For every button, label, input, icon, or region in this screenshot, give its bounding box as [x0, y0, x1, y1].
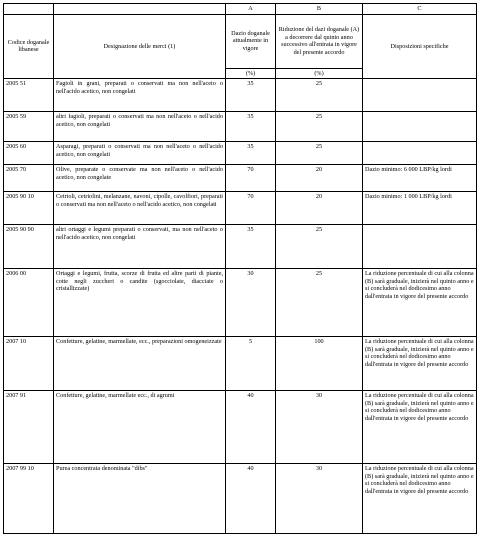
cell-duty-a: 40	[226, 391, 276, 464]
cell-description: Asparagi, preparati o conservati ma non nell'aceto o nell'acido acetico, non congelati	[54, 142, 226, 165]
tariff-table-container	[3, 3, 477, 534]
cell-reduction-b: 25	[276, 142, 363, 165]
table-row	[4, 464, 477, 534]
cell-reduction-b: 100	[276, 337, 363, 391]
cell-reduction-b: 25	[276, 112, 363, 142]
cell-duty-a: 5	[226, 337, 276, 391]
cell-reduction-b: 20	[276, 165, 363, 192]
cell-code: 2007 91	[4, 391, 54, 464]
header-c: Disposizioni specifiche	[363, 14, 477, 79]
table-row	[4, 225, 477, 269]
unit-a: (%)	[226, 68, 276, 79]
cell-duty-a: 35	[226, 79, 276, 112]
cell-code: 2005 70	[4, 165, 54, 192]
cell-reduction-b: 25	[276, 225, 363, 269]
cell-description: altri ortaggi e legumi preparati o conservati, ma non nell'aceto o nell'acido acetico, non congelati	[54, 225, 226, 269]
table-body	[4, 79, 477, 534]
header-description: Designazione delle merci (1)	[54, 14, 226, 79]
table-row	[4, 165, 477, 192]
cell-description: Ortaggi e legumi, frutta, scorze di frutta ed altre parti di piante, cotte negli zuccheri o candite (sgocciolate, diacciate o cristallizzate)	[54, 269, 226, 337]
table-row	[4, 391, 477, 464]
cell-provisions-c: La riduzione percentuale di cui alla colonna (B) sarà graduale, inizierà nel quinto anno e si concluderà nel dodicesimo anno dall'entrata in vigore del presente accordo	[363, 269, 477, 337]
cell-provisions-c: La riduzione percentuale di cui alla colonna (B) sarà graduale, inizierà nel quinto anno e si concluderà nel dodicesimo anno dall'entrata in vigore del presente accordo	[363, 337, 477, 391]
cell-code: 2007 99 10	[4, 464, 54, 534]
header-code: Codice doganale libanese	[4, 14, 54, 79]
cell-reduction-b: 25	[276, 269, 363, 337]
table-row	[4, 112, 477, 142]
cell-code: 2006 00	[4, 269, 54, 337]
cell-duty-a: 35	[226, 225, 276, 269]
header-a: Dazio doganale attualmente in vigore	[226, 14, 276, 68]
col-letter-description	[54, 4, 226, 15]
table-row	[4, 269, 477, 337]
col-letter-a: A	[226, 4, 276, 15]
cell-provisions-c: La riduzione percentuale di cui alla colonna (B) sarà graduale, inizierà nel quinto anno e si concluderà nel dodicesimo anno dall'entrata in vigore del presente accordo	[363, 391, 477, 464]
cell-code: 2005 60	[4, 142, 54, 165]
cell-description: Fagioli in grani, preparati o conservati ma non nell'aceto o nell'acido acetico, non congelati	[54, 79, 226, 112]
cell-description: altri fagioli, preparati o conservati ma non nell'aceto o nell'acido acetico, non congelati	[54, 112, 226, 142]
header-b: Riduzione del dazi doganale (A) a decorrere dal quinto anno successivo all'entrata in vigore del presente accordo	[276, 14, 363, 68]
unit-b: (%)	[276, 68, 363, 79]
cell-description: Olive, preparate o conservate ma non nell'aceto o nell'acido acetico, non congelate	[54, 165, 226, 192]
cell-duty-a: 40	[226, 464, 276, 534]
cell-duty-a: 35	[226, 112, 276, 142]
col-letter-code	[4, 4, 54, 15]
cell-description: Confetture, gelatine, marmellate, ecc., preparazioni omogeneizzate	[54, 337, 226, 391]
cell-provisions-c: Dazio minimo: 6 000 LBP/kg lordi	[363, 165, 477, 192]
table-row	[4, 337, 477, 391]
cell-code: 2005 59	[4, 112, 54, 142]
col-letter-b: B	[276, 4, 363, 15]
table-row	[4, 79, 477, 112]
cell-duty-a: 70	[226, 165, 276, 192]
table-row	[4, 192, 477, 225]
cell-reduction-b: 30	[276, 464, 363, 534]
cell-duty-a: 35	[226, 142, 276, 165]
tariff-table	[3, 3, 477, 534]
cell-provisions-c	[363, 142, 477, 165]
cell-code: 2005 90 90	[4, 225, 54, 269]
col-letter-c: C	[363, 4, 477, 15]
cell-provisions-c: La riduzione percentuale di cui alla colonna (B) sarà graduale, inizierà nel quinto anno e si concluderà nel dodicesimo anno dall'entrata in vigore del presente accordo	[363, 464, 477, 534]
cell-reduction-b: 20	[276, 192, 363, 225]
cell-duty-a: 30	[226, 269, 276, 337]
header-row	[4, 14, 477, 68]
cell-duty-a: 70	[226, 192, 276, 225]
cell-description: Confetture, gelatine, marmellate ecc., di agrumi	[54, 391, 226, 464]
table-row	[4, 142, 477, 165]
column-letter-row	[4, 4, 477, 15]
cell-provisions-c: Dazio minimo: 1 000 LBP/kg lordi	[363, 192, 477, 225]
cell-code: 2005 51	[4, 79, 54, 112]
cell-reduction-b: 25	[276, 79, 363, 112]
cell-description: Cetrioli, cetriolini, melanzane, navoni, cipolle, cavolfiori, preparati o conservati ma non nell'aceto o nell'acido acetico, non congelati	[54, 192, 226, 225]
cell-description: Purea concentrata denominata "dibs"	[54, 464, 226, 534]
cell-code: 2007 10	[4, 337, 54, 391]
cell-reduction-b: 30	[276, 391, 363, 464]
cell-provisions-c	[363, 112, 477, 142]
cell-code: 2005 90 10	[4, 192, 54, 225]
cell-provisions-c	[363, 225, 477, 269]
cell-provisions-c	[363, 79, 477, 112]
